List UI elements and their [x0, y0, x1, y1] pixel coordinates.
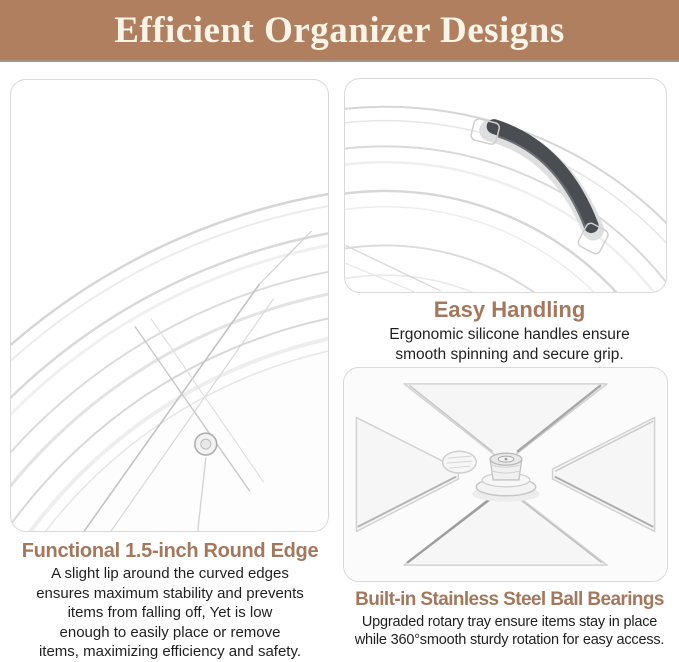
handling-description: [340, 325, 679, 365]
edge-photo-panel: [10, 79, 329, 532]
edge-heading: Functional 1.5-inch Round Edge: [21, 540, 319, 562]
edge-description-line: items from falling off, Yet is low: [67, 604, 273, 621]
inner-spokes: [346, 245, 441, 292]
edge-description-line: items, maximizing efficiency and safety.: [38, 643, 302, 660]
handle-photo-panel: [344, 78, 667, 293]
silicone-handle-photo: [345, 79, 666, 292]
edge-description-line: enough to easily place or remove: [59, 623, 281, 641]
bearing-base-photo: [344, 368, 667, 581]
title-banner: [0, 0, 679, 62]
bearing-photo-panel: [343, 367, 668, 582]
bearings-description-line: while 360°smooth sturdy rotation for easy access.: [354, 631, 665, 648]
bearings-description-line: Upgraded rotary tray ensure items stay in place: [361, 614, 658, 630]
edge-description: [0, 564, 340, 662]
page-title: Efficient Organizer Designs: [114, 9, 565, 51]
edge-description-line: ensures maximum stability and prevents: [36, 584, 304, 602]
bearings-heading: Built-in Stainless Steel Ball Bearings: [355, 589, 664, 610]
handling-heading: Easy Handling: [433, 297, 586, 322]
handling-description-line: Ergonomic silicone handles ensure: [389, 326, 630, 343]
bearings-description: [340, 614, 679, 649]
center-screw: [195, 433, 217, 455]
tray-edge-photo: [11, 80, 328, 531]
edge-description-line: A slight lip around the curved edges: [51, 565, 289, 582]
side-cap: [443, 451, 477, 473]
handling-description-line: smooth spinning and secure grip.: [395, 346, 624, 363]
rim-rings: [11, 185, 328, 531]
